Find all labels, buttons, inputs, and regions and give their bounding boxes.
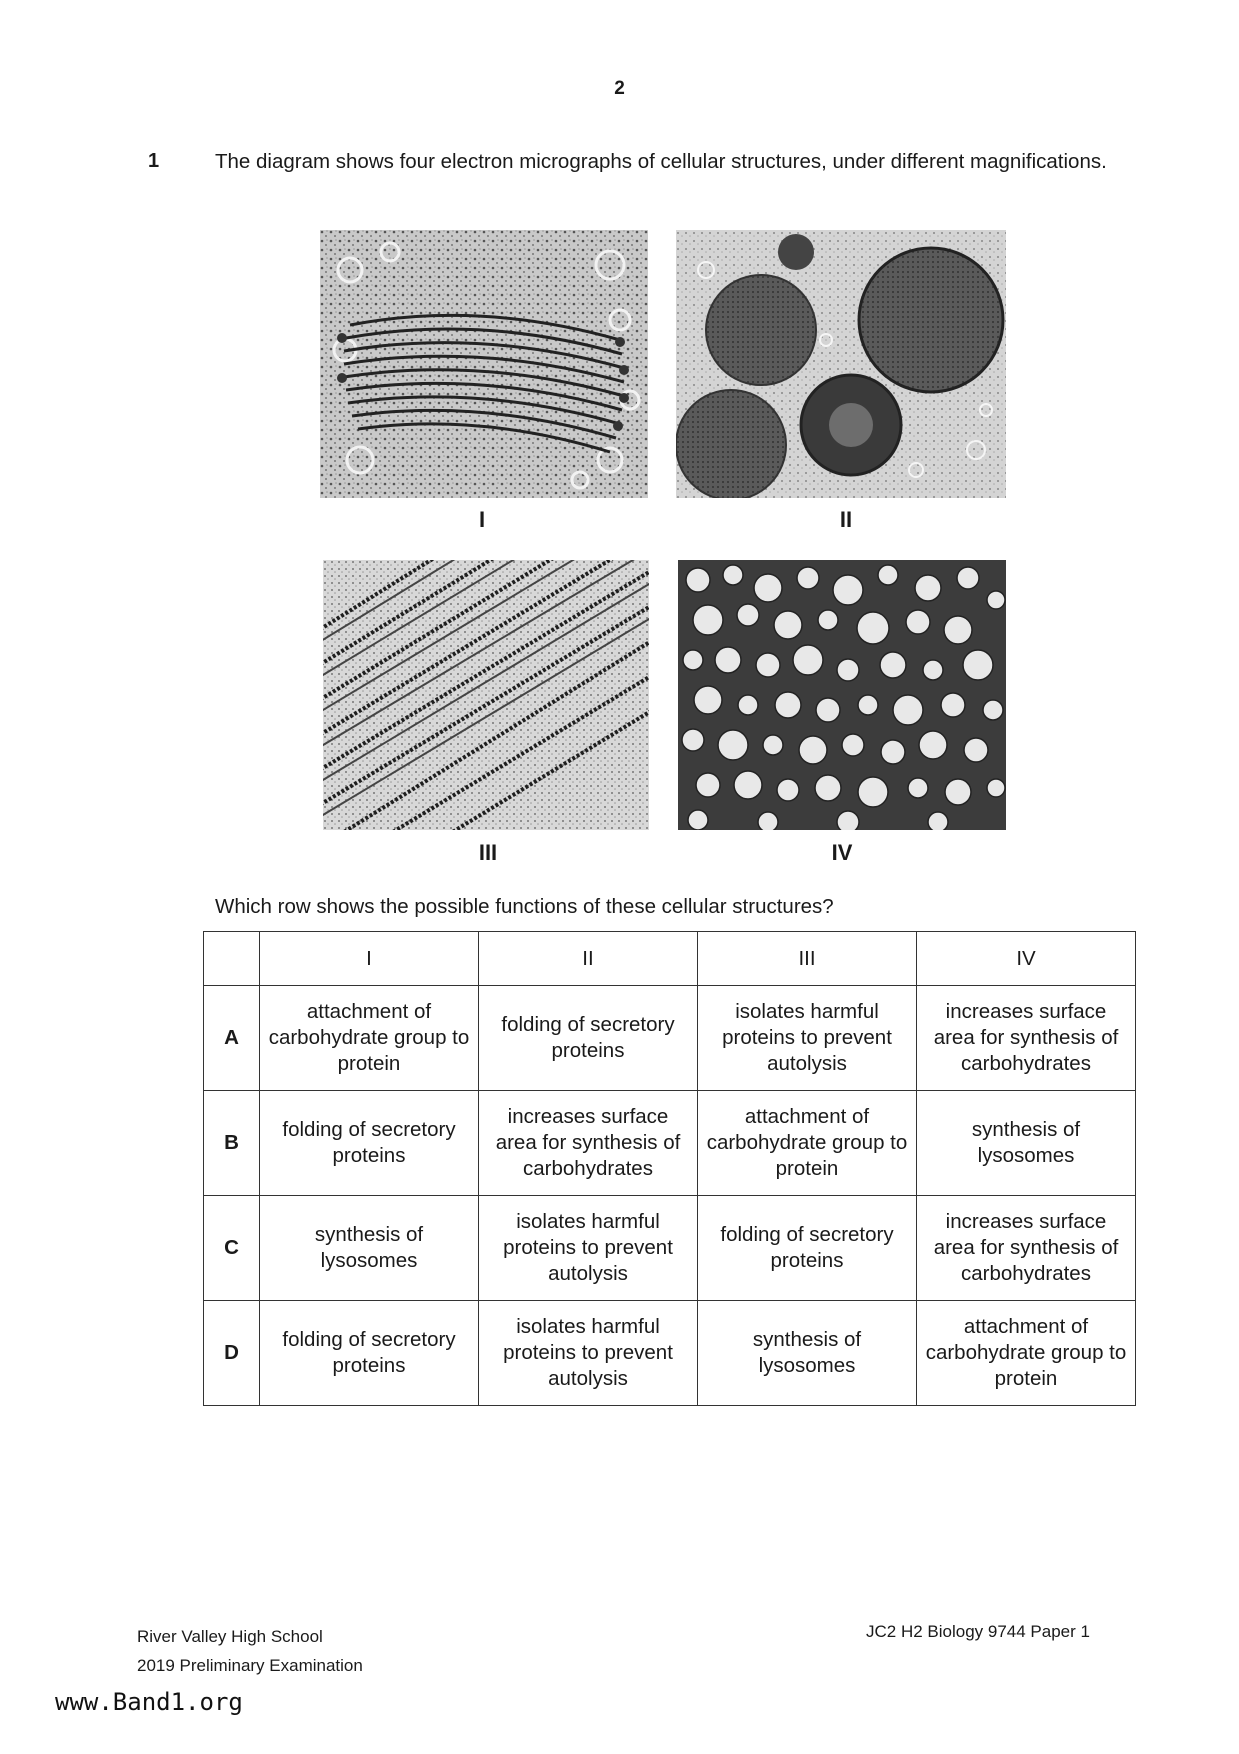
- table-cell: increases surface area for synthesis of carbohydrates: [917, 986, 1136, 1091]
- corner-cell: [204, 932, 260, 986]
- rough-er-micrograph-icon: [323, 560, 649, 830]
- table-cell: folding of secretory proteins: [260, 1301, 479, 1406]
- micrograph-label-i: I: [478, 507, 486, 532]
- table-cell: synthesis of lysosomes: [917, 1091, 1136, 1196]
- row-key: B: [204, 1091, 260, 1196]
- question-number: 1: [148, 150, 160, 172]
- table-row: [204, 1091, 1136, 1196]
- micrograph-i: [320, 230, 648, 498]
- column-header: II: [479, 932, 698, 986]
- table-cell: increases surface area for synthesis of carbohydrates: [917, 1196, 1136, 1301]
- golgi-apparatus-micrograph-icon: [320, 230, 648, 498]
- column-header: I: [260, 932, 479, 986]
- column-header: IV: [917, 932, 1136, 986]
- table-cell: increases surface area for synthesis of carbohydrates: [479, 1091, 698, 1196]
- smooth-er-micrograph-icon: [678, 560, 1006, 830]
- table-cell: isolates harmful proteins to prevent autolysis: [479, 1301, 698, 1406]
- answer-table: [203, 931, 1136, 1406]
- table-cell: folding of secretory proteins: [260, 1091, 479, 1196]
- table-cell: synthesis of lysosomes: [698, 1301, 917, 1406]
- school-name: River Valley High School: [137, 1627, 323, 1646]
- table-row: [204, 986, 1136, 1091]
- micrograph-label-iv: IV: [831, 840, 853, 865]
- micrograph-iv: [678, 560, 1006, 830]
- lysosome-micrograph-icon: [676, 230, 1006, 498]
- micrograph-label-ii: II: [839, 507, 853, 532]
- column-header: III: [698, 932, 917, 986]
- table-cell: folding of secretory proteins: [698, 1196, 917, 1301]
- table-cell: attachment of carbohydrate group to protein: [260, 986, 479, 1091]
- footer-left: [137, 1622, 363, 1680]
- row-key: D: [204, 1301, 260, 1406]
- table-row: [204, 1196, 1136, 1301]
- table-row: [204, 1301, 1136, 1406]
- row-key: A: [204, 986, 260, 1091]
- table-cell: attachment of carbohydrate group to protein: [698, 1091, 917, 1196]
- question-stem: Which row shows the possible functions of these cellular structures?: [215, 895, 834, 918]
- page-number: 2: [614, 78, 625, 99]
- table-header-row: [204, 932, 1136, 986]
- exam-name: 2019 Preliminary Examination: [137, 1656, 363, 1675]
- question-text: The diagram shows four electron micrographs of cellular structures, under different magnifications.: [215, 150, 1107, 173]
- micrograph-label-iii: III: [478, 840, 498, 865]
- table-cell: synthesis of lysosomes: [260, 1196, 479, 1301]
- micrograph-ii: [676, 230, 1006, 498]
- table-cell: folding of secretory proteins: [479, 986, 698, 1091]
- row-key: C: [204, 1196, 260, 1301]
- table-cell: isolates harmful proteins to prevent autolysis: [479, 1196, 698, 1301]
- watermark: www.Band1.org: [55, 1688, 243, 1716]
- paper-name: JC2 H2 Biology 9744 Paper 1: [866, 1622, 1090, 1641]
- table-cell: isolates harmful proteins to prevent autolysis: [698, 986, 917, 1091]
- micrograph-iii: [323, 560, 649, 830]
- table-cell: attachment of carbohydrate group to protein: [917, 1301, 1136, 1406]
